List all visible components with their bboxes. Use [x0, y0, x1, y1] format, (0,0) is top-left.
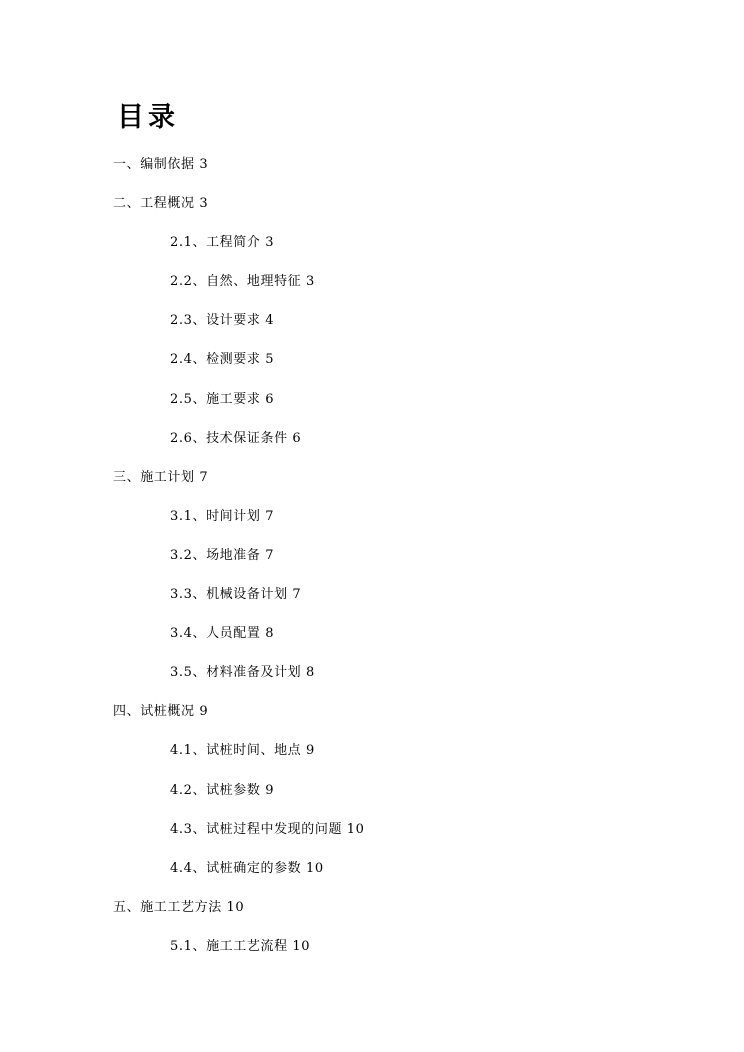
toc-subsection-entry[interactable]: 3.5、材料准备及计划 8	[170, 665, 315, 681]
toc-subsection-entry[interactable]: 5.1、施工工艺流程 10	[170, 938, 311, 954]
toc-subsection-entry[interactable]: 2.3、设计要求 4	[170, 313, 275, 329]
toc-list	[0, 155, 744, 976]
toc-subsection-entry[interactable]: 2.5、施工要求 6	[170, 391, 275, 407]
toc-subsection-entry[interactable]: 4.1、试桩时间、地点 9	[170, 743, 315, 759]
toc-subsection-entry[interactable]: 3.4、人员配置 8	[170, 626, 275, 642]
toc-subsection-entry[interactable]: 2.2、自然、地理特征 3	[170, 274, 315, 290]
toc-subsection-entry[interactable]: 4.2、试桩参数 9	[170, 782, 275, 798]
toc-section-entry[interactable]: 五、施工工艺方法 10	[113, 899, 245, 915]
toc-subsection-entry[interactable]: 2.1、工程简介 3	[170, 235, 275, 251]
toc-section-entry[interactable]: 三、施工计划 7	[113, 469, 209, 485]
toc-subsection-entry[interactable]: 3.1、时间计划 7	[170, 508, 275, 524]
toc-subsection-entry[interactable]: 3.3、机械设备计划 7	[170, 587, 302, 603]
toc-section-entry[interactable]: 一、编制依据 3	[113, 157, 209, 172]
toc-subsection-entry[interactable]: 4.4、试桩确定的参数 10	[170, 860, 324, 876]
toc-subsection-entry[interactable]: 4.3、试桩过程中发现的问题 10	[170, 821, 365, 837]
toc-subsection-entry[interactable]: 2.6、技术保证条件 6	[170, 430, 302, 446]
toc-section-entry[interactable]: 四、试桩概况 9	[113, 704, 209, 720]
toc-subsection-entry[interactable]: 3.2、场地准备 7	[170, 547, 275, 563]
toc-subsection-entry[interactable]: 2.4、检测要求 5	[170, 352, 275, 368]
toc-title: 目录	[117, 102, 179, 133]
toc-section-entry[interactable]: 二、工程概况 3	[113, 196, 209, 212]
